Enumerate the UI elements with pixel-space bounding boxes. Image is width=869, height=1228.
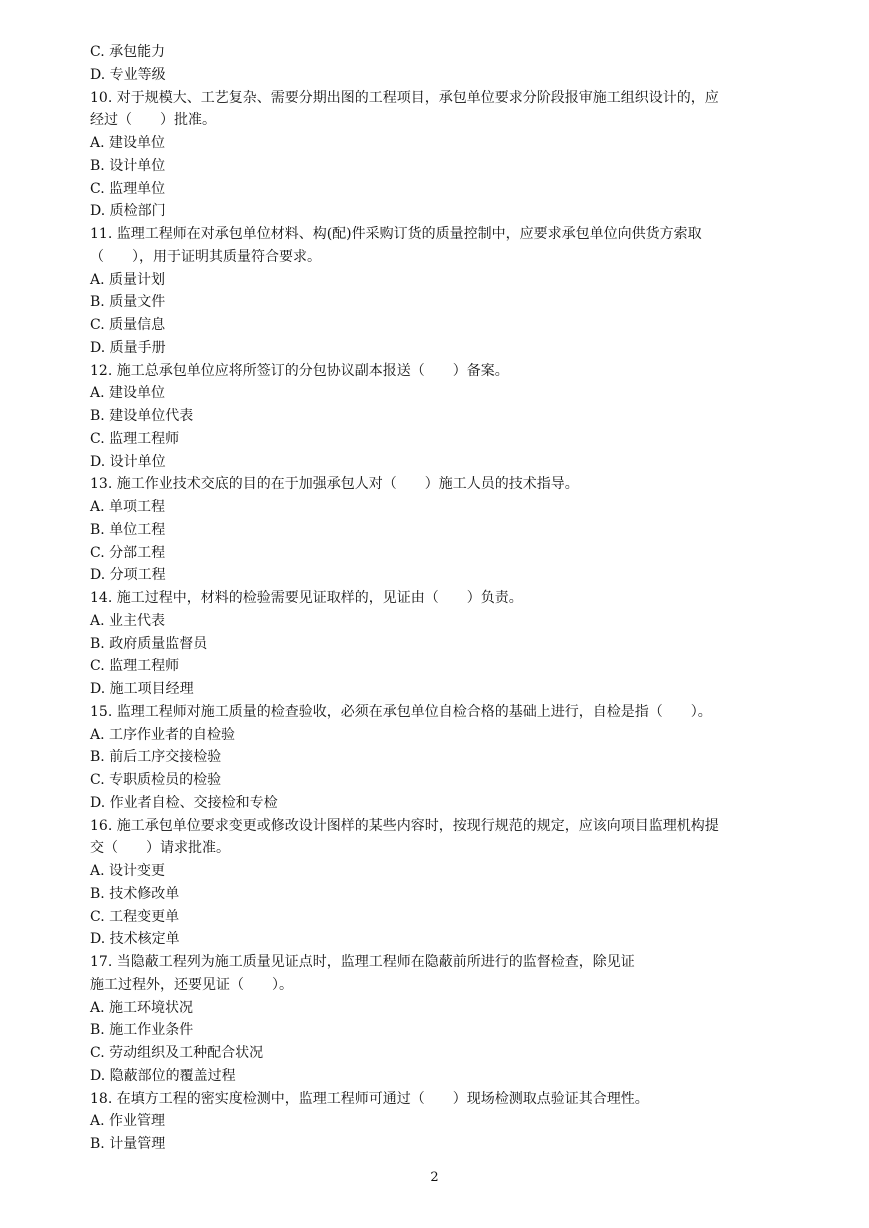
text-line: C. 监理工程师 bbox=[90, 430, 180, 447]
question-line: 13. 施工作业技术交底的目的在于加强承包人对（ ）施工人员的技术指导。 bbox=[90, 476, 579, 493]
question-line: 12. 施工总承包单位应将所签订的分包协议副本报送（ ）备案。 bbox=[90, 362, 509, 379]
text-line: A. 作业管理 bbox=[90, 1113, 166, 1130]
text-line: A. 设计变更 bbox=[90, 863, 166, 879]
text-line: C. 监理单位 bbox=[90, 180, 166, 197]
text-line: D. 隐蔽部位的覆盖过程 bbox=[90, 1067, 236, 1084]
text-line: C. 工程变更单 bbox=[90, 908, 180, 925]
text-line: C. 监理工程师 bbox=[90, 658, 180, 675]
text-line: C. 质量信息 bbox=[90, 317, 166, 333]
document-body bbox=[90, 41, 790, 1156]
question-line: 15. 监理工程师对施工质量的检查验收，必须在承包单位自检合格的基础上进行，自检是指（ ）。 bbox=[90, 703, 712, 720]
text-line: C. 劳动组织及工种配合状况 bbox=[90, 1045, 264, 1061]
page-number: 2 bbox=[430, 1170, 439, 1185]
text-line: C. 分部工程 bbox=[90, 544, 166, 561]
question-line: 11. 监理工程师在对承包单位材料、构(配)件采购订货的质量控制中，应要求承包单位向供货方索取 bbox=[90, 226, 702, 242]
text-line: B. 单位工程 bbox=[90, 521, 166, 538]
question-line: 17. 当隐蔽工程列为施工质量见证点时，监理工程师在隐蔽前所进行的监督检查，除见证 bbox=[90, 954, 635, 970]
text-line: D. 施工项目经理 bbox=[90, 681, 194, 697]
text-line: A. 建设单位 bbox=[90, 385, 166, 402]
question-line: 14. 施工过程中，材料的检验需要见证取样的，见证由（ ）负责。 bbox=[90, 590, 523, 606]
text-line: D. 分项工程 bbox=[90, 567, 166, 584]
text-line: D. 质检部门 bbox=[90, 203, 166, 220]
question-line: 施工过程外，还要见证（ ）。 bbox=[90, 976, 293, 993]
text-line: B. 计量管理 bbox=[90, 1136, 166, 1152]
question-line: 18. 在填方工程的密实度检测中，监理工程师可通过（ ）现场检测取点验证其合理性。 bbox=[90, 1090, 649, 1107]
question-line: 交（ ）请求批准。 bbox=[90, 840, 230, 857]
text-line: A. 单项工程 bbox=[90, 499, 166, 515]
question-line: 经过（ ）批准。 bbox=[90, 112, 216, 129]
text-line: B. 技术修改单 bbox=[90, 885, 180, 902]
question-line: 16. 施工承包单位要求变更或修改设计图样的某些内容时，按现行规范的规定，应该向项目监理机构提 bbox=[90, 817, 719, 834]
text-line: B. 施工作业条件 bbox=[90, 1022, 194, 1039]
text-line: D. 专业等级 bbox=[90, 66, 166, 83]
text-line: B. 前后工序交接检验 bbox=[90, 749, 222, 766]
question-line: （ ），用于证明其质量符合要求。 bbox=[90, 248, 321, 265]
text-line: A. 质量计划 bbox=[90, 271, 166, 288]
text-line: A. 业主代表 bbox=[90, 612, 166, 629]
text-line: C. 承包能力 bbox=[90, 44, 166, 60]
text-line: D. 质量手册 bbox=[90, 339, 166, 356]
text-line: C. 专职质检员的检验 bbox=[90, 772, 222, 788]
text-line: D. 设计单位 bbox=[90, 453, 166, 470]
question-line: 10. 对于规模大、工艺复杂、需要分期出图的工程项目，承包单位要求分阶段报审施工组织设计的，应 bbox=[90, 89, 719, 106]
text-line: B. 设计单位 bbox=[90, 157, 166, 174]
text-line: D. 作业者自检、交接检和专检 bbox=[90, 794, 278, 811]
text-line: B. 建设单位代表 bbox=[90, 408, 194, 424]
text-line: A. 建设单位 bbox=[90, 135, 166, 151]
text-line: A. 施工环境状况 bbox=[90, 999, 194, 1016]
text-line: A. 工序作业者的自检验 bbox=[90, 726, 236, 743]
text-line: B. 政府质量监督员 bbox=[90, 635, 208, 652]
text-line: B. 质量文件 bbox=[90, 294, 166, 311]
text-line: D. 技术核定单 bbox=[90, 931, 180, 948]
